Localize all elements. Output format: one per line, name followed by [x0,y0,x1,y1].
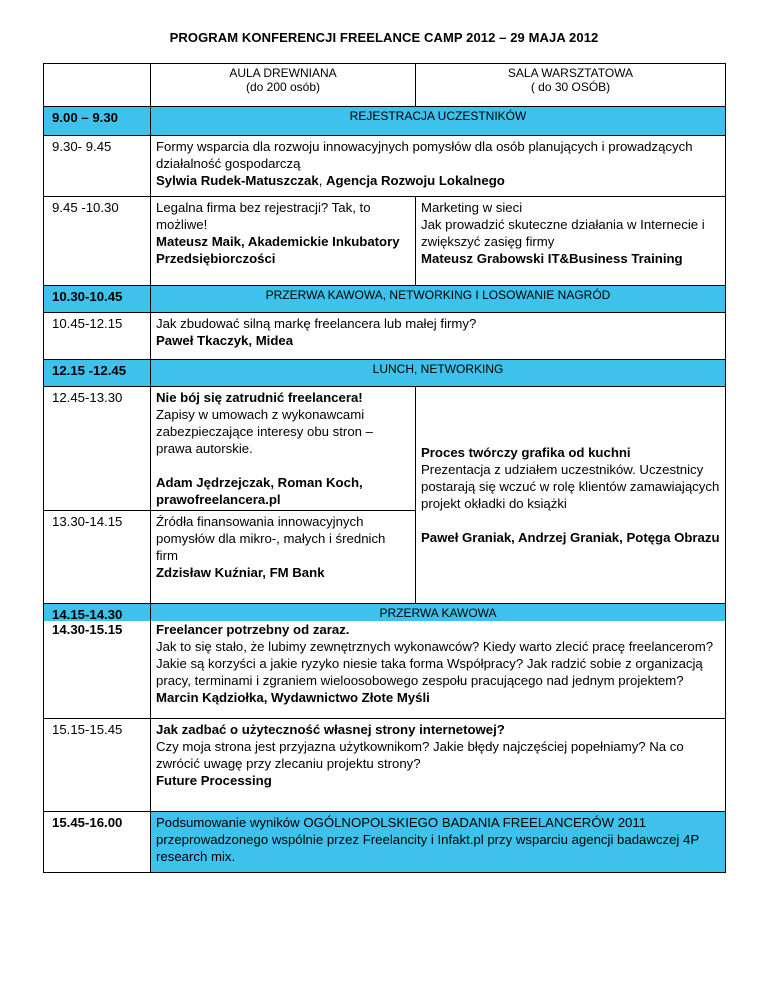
time-cell: 10.45-12.15 [44,313,151,360]
time-cell: 9.30- 9.45 [44,136,151,197]
session-cell [151,313,726,360]
session-speaker: Paweł Tkaczyk, Midea [156,333,294,348]
table-row [44,286,726,313]
session-desc: Jak prowadzić skuteczne działania w Internecie i zwiększyć zasięg firmy [421,217,705,249]
session-cell: Formy wsparcia dla rozwoju innowacyjnych pomysłów dla osób planujących i prowadzących działalność gospodarczą Sylwia Rudek-Matuszczak, Agencja Rozwoju Lokalnego [151,136,726,197]
session-cell-aula [151,511,416,604]
room-sala [416,64,726,107]
session-desc: Formy wsparcia dla rozwoju innowacyjnych pomysłów dla osób planujących i prowadzących działalność gospodarczą [156,139,693,171]
workshop-desc: Prezentacja z udziałem uczestników. Uczestnicy postarają się wczuć w rolę klientów zamawiających projekt okładki do książki [421,462,720,511]
table-row [44,197,726,286]
session-desc: Zapisy w umowach z wykonawcami zabezpieczające interesy obu stron – prawa autorskie. [156,407,373,456]
session-speaker: Mateusz Grabowski IT&Business Training [421,251,683,266]
schedule-table [43,63,726,873]
time-cell: 10.30-10.45 [44,286,151,313]
time-cell: 13.30-14.15 [44,511,151,604]
time-cell: 12.45-13.30 [44,387,151,511]
session-speaker: Sylwia Rudek-Matuszczak [156,173,319,188]
header-row [44,64,726,107]
workshop-speaker: Paweł Graniak, Andrzej Graniak, Potęga Obrazu [421,530,720,545]
session-speaker: Mateusz Maik, Akademickie Inkubatory Przedsiębiorczości [156,234,400,266]
table-row [44,604,726,719]
session-title: Marketing w sieci [421,200,523,215]
table-row [44,387,726,511]
session-speaker: Zdzisław Kuźniar, FM Bank [156,565,325,580]
time-cell: 15.15-15.45 [44,719,151,812]
table-row [44,107,726,136]
table-row [44,313,726,360]
header-empty-cell [44,64,151,107]
room-sala-capacity: ( do 30 OSÓB) [530,80,611,94]
session-cell [151,604,726,719]
session-desc: Legalna firma bez rejestracji? Tak, to możliwe! [156,200,371,232]
room-aula [151,64,416,107]
session-cell [151,719,726,812]
break-cell: PRZERWA KAWOWA, NETWORKING I LOSOWANIE NAGRÓD [151,286,726,313]
room-aula-capacity: (do 200 osób) [245,80,321,94]
table-row [44,719,726,812]
session-desc: Czy moja strona jest przyjazna użytkownikom? Jakie błędy najczęściej popełniamy? Na co zwrócić uwagę przy zlecaniu projektu strony? [156,739,684,771]
session-speaker: Marcin Kądziołka, Wydawnictwo Złote Myśli [156,690,430,705]
session-desc: Jak to się stało, że lubimy zewnętrznych wykonawców? Kiedy warto zlecić pracę freelancerom? Jakie są korzyści a jakie ryzyko niesie taka forma Współpracy? Jak radzić sobie z organizacją pracy, terminami i zgraniem wieloosobowego zespołu pracującego nad jednym projektem? [156,639,714,688]
room-aula-name: AULA DREWNIANA [229,66,337,80]
break-time: 14.15-14.30 [44,604,150,621]
break-cell: LUNCH, NETWORKING [151,360,726,387]
session-speaker: Adam Jędrzejczak, Roman Koch, prawofreelancera.pl [156,475,363,507]
break-cell: REJESTRACJA UCZESTNIKÓW [151,107,726,136]
session-time: 14.30-15.15 [52,622,123,637]
session-desc: Jak zbudować silną markę freelancera lub małej firmy? [156,316,477,331]
session-cell-aula [151,387,416,511]
session-org: Agencja Rozwoju Lokalnego [326,173,505,188]
workshop-title: Proces twórczy grafika od kuchni [421,445,631,460]
time-cell: 15.45-16.00 [44,812,151,873]
summary-cell: Podsumowanie wyników OGÓLNOPOLSKIEGO BADANIA FREELANCERÓW 2011 przeprowadzonego wspólnie przez Freelancity i Infakt.pl przy wsparciu agencji badawczej 4P research mix. [151,812,726,873]
break-label: PRZERWA KAWOWA [151,604,725,621]
time-cell [44,604,151,719]
room-sala-name: SALA WARSZTATOWA [507,66,634,80]
table-row [44,360,726,387]
session-title: Freelancer potrzebny od zaraz. [156,622,350,637]
session-cell-aula [151,197,416,286]
session-cell-sala [416,197,726,286]
session-title: Nie bój się zatrudnić freelancera! [156,390,363,405]
time-cell: 12.15 -12.45 [44,360,151,387]
session-desc: Źródła finansowania innowacyjnych pomysłów dla mikro-, małych i średnich firm [156,514,386,563]
time-cell: 9.45 -10.30 [44,197,151,286]
page-title: PROGRAM KONFERENCJI FREELANCE CAMP 2012 – 29 MAJA 2012 [169,30,599,45]
time-cell: 9.00 – 9.30 [44,107,151,136]
session-title: Jak zadbać o użyteczność własnej strony internetowej? [156,722,505,737]
session-speaker: Future Processing [156,773,272,788]
workshop-cell [416,387,726,604]
table-row [44,136,726,197]
table-row [44,812,726,873]
